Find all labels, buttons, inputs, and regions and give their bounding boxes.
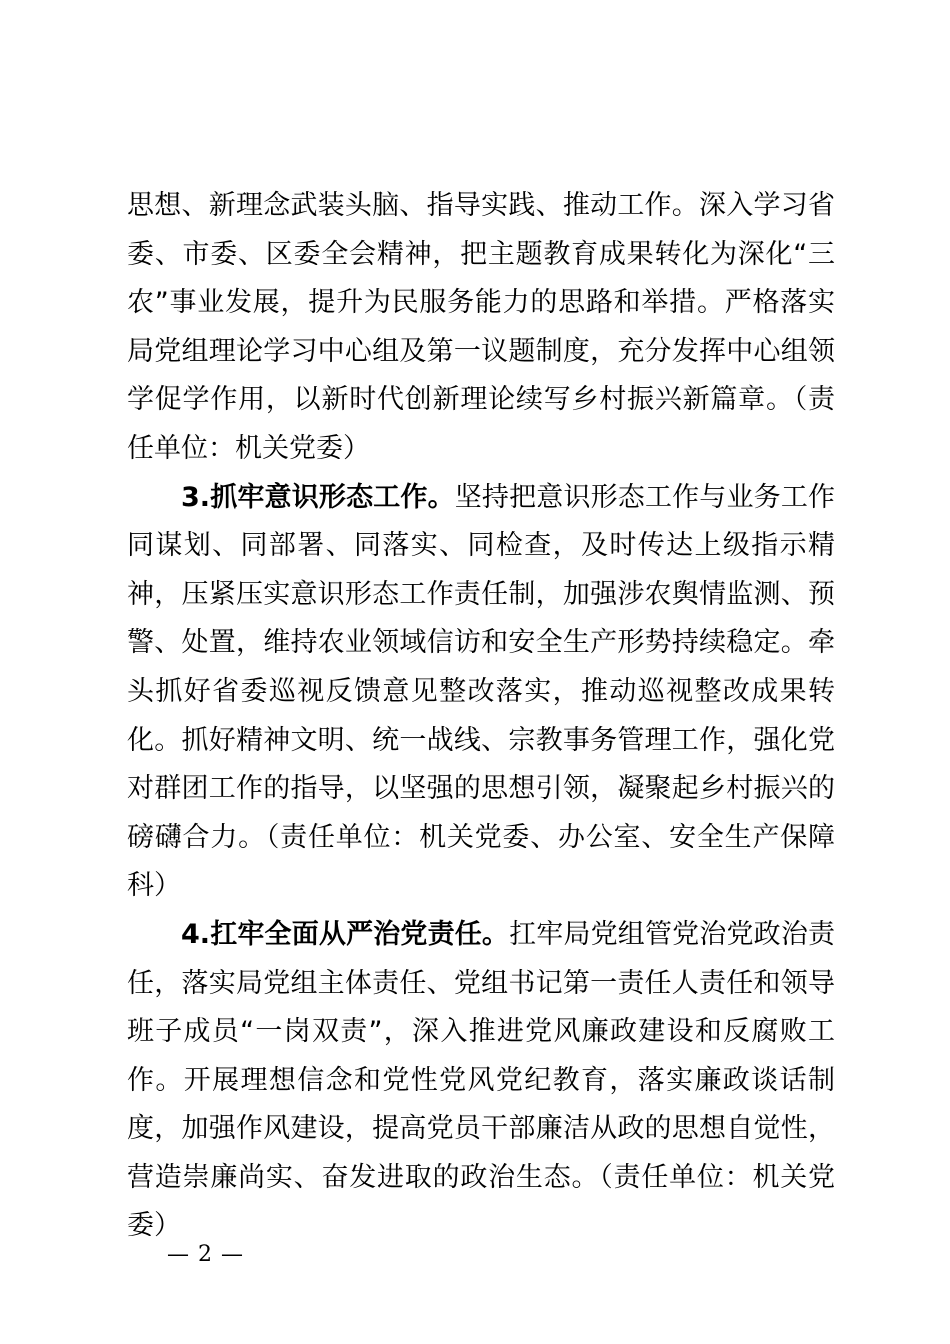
paragraph-text: 扛牢局党组管党治党政治责任，落实局党组主体责任、党组书记第一责任人责任和领导班子成员“一岗双责”，深入推进党风廉政建设和反腐败工作。开展理想信念和党性党风党纪教育，落实廉政谈话制度，加强作风建设，提高党员干部廉洁从政的思想自觉性，营造崇廉尚实、奋发进取的政治生态。（责任单位：机关党委） bbox=[127, 918, 835, 1242]
paragraph-party-discipline bbox=[127, 911, 835, 1251]
document-body bbox=[127, 182, 835, 1251]
page-number: — 2 — bbox=[167, 1242, 244, 1267]
paragraph-heading: 3.抓牢意识形态工作。 bbox=[181, 481, 455, 513]
paragraph-text: 坚持把意识形态工作与业务工作同谋划、同部署、同落实、同检查，及时传达上级指示精神，压紧压实意识形态工作责任制，加强涉农舆情监测、预警、处置，维持农业领域信访和安全生产形势持续稳定。牵头抓好省委巡视反馈意见整改落实，推动巡视整改成果转化。抓好精神文明、统一战线、宗教事务管理工作，强化党对群团工作的指导，以坚强的思想引领，凝聚起乡村振兴的磅礴合力。（责任单位：机关党委、办公室、安全生产保障科） bbox=[127, 481, 835, 902]
paragraph-text: 思想、新理念武装头脑、指导实践、推动工作。深入学习省委、市委、区委全会精神，把主题教育成果转化为深化“三农”事业发展，提升为民服务能力的思路和举措。严格落实局党组理论学习中心组及第一议题制度，充分发挥中心组领学促学作用，以新时代创新理论续写乡村振兴新篇章。（责任单位：机关党委） bbox=[127, 190, 835, 464]
paragraph-heading: 4.扛牢全面从严治党责任。 bbox=[181, 918, 510, 950]
paragraph-ideology-work bbox=[127, 474, 835, 911]
paragraph-continuation bbox=[127, 182, 835, 474]
